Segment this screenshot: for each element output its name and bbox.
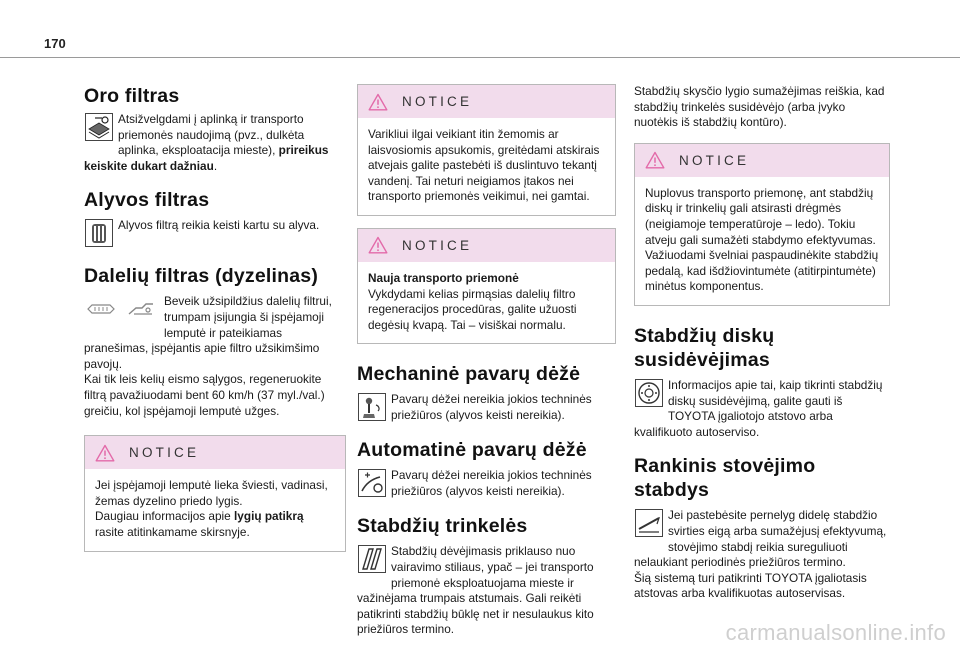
section-title-automatine: Automatinė pavarų dėžė <box>357 439 587 462</box>
brake-pads-icon <box>357 544 387 574</box>
column-3 <box>634 84 890 602</box>
diskai-title-line-1: Stabdžių diskų <box>634 324 775 347</box>
daleliu-filtras-text <box>84 294 346 419</box>
diskai-text <box>634 378 890 440</box>
section-title-mechanine: Mechaninė pavarų dėžė <box>357 363 581 386</box>
daleliu-icons <box>84 294 160 324</box>
trinkeles-body: Stabdžių dėvėjimasis priklauso nuo vairavimo stiliaus, ypač – jei transporto priemonė eksploatuojama mieste ir važinėjama trumpais atstumais. Gali reikėti patikrinti stabdžių būklę net ir nesulaukus kito priežiūros termino. <box>357 544 594 637</box>
rankinis-text-2: Šią sistemą turi patikrinti TOYOTA įgaliotasis atstovas arba kvalifikuotas autoservisas. <box>634 570 867 601</box>
notice-header <box>358 229 615 262</box>
trinkeles-text <box>357 544 616 638</box>
warning-triangle-icon <box>645 151 665 169</box>
notice-heading: Nauja transporto priemonė <box>368 270 519 285</box>
alyvos-text: Alyvos filtrą reikia keisti kartu su alyva. <box>118 218 320 233</box>
oro-text-a: Atsižvelgdami į aplinką ir transporto priemonės naudojimą (pvz., dulkėta aplinka, eksploatacija mieste), <box>118 112 305 158</box>
mechanine-text <box>357 392 616 424</box>
page-number: 170 <box>44 36 66 51</box>
section-title-alyvos-filtras: Alyvos filtras <box>84 189 210 212</box>
mechanine-body: Pavarų dėžei nereikia jokios techninės priežiūros (alyvos keisti nereikia). <box>391 392 592 422</box>
notice-box-2 <box>357 84 616 216</box>
notice-body <box>85 469 345 550</box>
notice-3-text: Vykdydami kelias pirmąsias dalelių filtro regeneracijos procedūras, galite užuosti degėsių kvapą. Tai – visiškai normalu. <box>368 286 577 332</box>
section-title-daleliu-filtras: Dalelių filtras (dyzelinas) <box>84 265 319 288</box>
daleliu-text-2: Kai tik leis kelių eismo sąlygos, regeneruokite filtrą pavažiuodami bent 60 km/h (37 myl./val.) greičiu, kol įspėjamoji lemputė užges. <box>84 372 325 418</box>
notice-body <box>358 262 615 343</box>
oro-text-end: . <box>213 158 218 173</box>
oil-filter-icon <box>84 218 114 248</box>
section-title-rankinis: Rankinis stovėjimo stabdys <box>634 455 816 502</box>
diskai-title-line-2: susidėvėjimas <box>634 348 770 371</box>
notice-box-3 <box>357 228 616 344</box>
section-title-diskai <box>634 324 890 372</box>
watermark: carmanualsonline.info <box>725 620 946 645</box>
warning-triangle-icon <box>95 444 115 462</box>
notice-body <box>635 177 889 305</box>
rankinis-text <box>634 508 890 602</box>
automatic-gearbox-icon <box>357 468 387 498</box>
notice-4-text-1: Nuplovus transporto priemonę, ant stabdžių diskų ir trinkelių gali atsirasti drėgmės (neigiamoje temperatūroje – ledo). Tokiu atveju gali sumažėti stabdymo efektyvumas. <box>645 185 876 247</box>
notice-4-text-2: Važiuodami švelniai paspaudinėkite stabdžių pedalą, kad išdžiovintumėte (atitirpintumėte) minėtus komponentus. <box>645 248 879 294</box>
automatine-text <box>357 468 616 500</box>
notice-label: NOTICE <box>402 237 473 253</box>
notice-1-line-2b: rasite atitinkamame skirsnyje. <box>95 524 250 539</box>
notice-label: NOTICE <box>129 445 200 461</box>
notice-body: Varikliui ilgai veikiant itin žemomis ar laisvosiomis apsukomis, greitėdami atskirais atvejais galite pastebėti iš duslintuvo tekantį vandenį. Tai neturi neigiamos įtakos nei transporto priemonės veikimui, nei gamtai. <box>368 127 600 204</box>
rankinis-text-1: Jei pastebėsite pernelyg didelę stabdžio svirties eigą arba sumažėjusį efektyvumą, stovėjimo stabdį reikia sureguliuoti nelaukiant periodinės priežiūros termino. <box>634 508 887 570</box>
notice-box-1 <box>84 435 346 551</box>
brake-disc-icon <box>634 378 664 408</box>
notice-header <box>85 436 345 469</box>
notice-label: NOTICE <box>679 152 750 168</box>
notice-1-line-2-bold: lygių patikrą <box>234 509 304 524</box>
top-rule <box>0 57 960 58</box>
column-1 <box>84 78 346 552</box>
notice-label: NOTICE <box>402 94 473 109</box>
oro-filtras-text <box>84 112 346 174</box>
notice-header <box>635 144 889 177</box>
notice-1-line-2a: Daugiau informacijos apie <box>95 509 235 524</box>
engine-warning-icon <box>126 300 156 318</box>
maintenance-filter-icon <box>84 112 114 142</box>
brake-fluid-intro: Stabdžių skysčio lygio sumažėjimas reiškia, kad stabdžių trinkelės susidėvėjo (arba įvyko nuotėkis iš stabdžių kontūro). <box>634 84 885 130</box>
warning-triangle-icon <box>368 93 388 111</box>
manual-gearbox-icon <box>357 392 387 422</box>
automatine-body: Pavarų dėžei nereikia jokios techninės priežiūros (alyvos keisti nereikia). <box>391 468 592 498</box>
particle-filter-warning-icon <box>86 300 116 318</box>
notice-header <box>358 85 615 118</box>
notice-1-line-1: Jei įspėjamoji lemputė lieka šviesti, vadinasi, žemas dyzelino priedo lygis. <box>95 478 328 508</box>
section-title-oro-filtras: Oro filtras <box>84 85 180 107</box>
section-title-trinkeles: Stabdžių trinkelės <box>357 515 528 538</box>
notice-box-4 <box>634 143 890 306</box>
alyvos-filtras-text <box>84 218 346 250</box>
daleliu-text-1: Beveik užsipildžius dalelių filtrui, trumpam įsijungia ši įspėjamoji lemputė ir pateikiamas pranešimas, įspėjantis apie filtro užsikimšimo pavojų. <box>84 294 332 371</box>
column-2 <box>357 84 616 638</box>
oro-text-bold: prireikus keiskite dukart dažniau <box>84 143 329 173</box>
parking-brake-icon <box>634 508 664 538</box>
diskai-body: Informacijos apie tai, kaip tikrinti stabdžių diskų susidėvėjimą, galite gauti iš TOYOTA įgaliotojo atstovo arba kvalifikuoto autoserviso. <box>634 377 883 439</box>
warning-triangle-icon <box>368 236 388 254</box>
